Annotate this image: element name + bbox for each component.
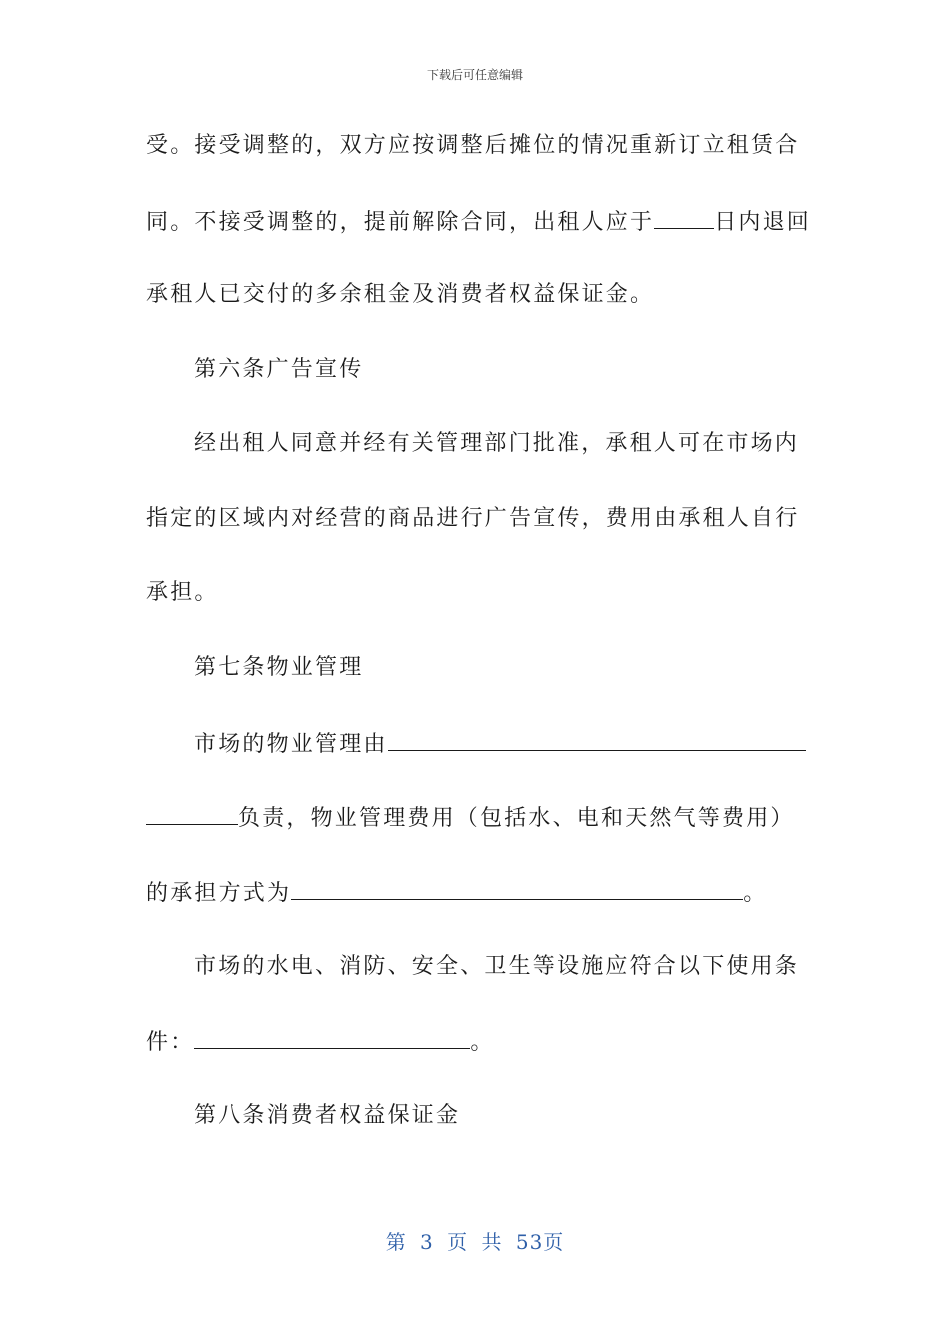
paragraph-line	[146, 802, 795, 834]
paragraph-line	[146, 206, 811, 238]
text-segment: 市场的物业管理由	[194, 732, 388, 757]
section-heading	[194, 355, 363, 385]
section-heading	[194, 1101, 460, 1131]
text-segment: 指定的区域内对经营的商品进行广告宣传，费用由承租人自行	[146, 506, 800, 531]
paragraph-line	[146, 280, 654, 310]
paragraph-line	[194, 728, 806, 760]
heading-text: 第七条物业管理	[194, 655, 364, 680]
paragraph-line	[194, 429, 799, 459]
paragraph-line	[194, 952, 799, 982]
download-note: 下载后可任意编辑	[426, 68, 523, 82]
text-segment: 市场的水电、消防、安全、卫生等设施应符合以下使用条	[194, 954, 800, 979]
text-segment: 件：	[146, 1030, 195, 1055]
fill-blank	[146, 802, 238, 825]
text-segment: 。	[470, 1030, 495, 1055]
fill-blank	[291, 877, 743, 900]
fill-blank	[654, 206, 714, 229]
text-segment: 承租人已交付的多余租金及消费者权益保证金。	[146, 282, 655, 307]
text-segment: 经出租人同意并经有关管理部门批准，承租人可在市场内	[194, 431, 800, 456]
paragraph-line	[146, 1026, 495, 1058]
heading-text: 第六条广告宣传	[194, 357, 364, 382]
paragraph-line	[146, 131, 799, 161]
text-segment: 。	[743, 881, 768, 906]
paragraph-line	[146, 578, 219, 608]
text-segment: 同。不接受调整的，提前解除合同，出租人应于	[146, 210, 655, 235]
page-number: 第 3 页 共 53页	[385, 1230, 565, 1254]
heading-text: 第八条消费者权益保证金	[194, 1103, 461, 1128]
text-segment: 负责，物业管理费用（包括水、电和天然气等费用）	[238, 806, 795, 831]
paragraph-line	[146, 877, 767, 909]
text-segment: 的承担方式为	[146, 881, 292, 906]
text-segment: 日内退回	[714, 210, 812, 235]
section-heading	[194, 653, 363, 683]
fill-blank	[388, 728, 806, 751]
fill-blank	[194, 1026, 470, 1049]
paragraph-line	[146, 504, 799, 534]
text-segment: 承担。	[146, 580, 219, 605]
text-segment: 受。接受调整的，双方应按调整后摊位的情况重新订立租赁合	[146, 133, 800, 158]
